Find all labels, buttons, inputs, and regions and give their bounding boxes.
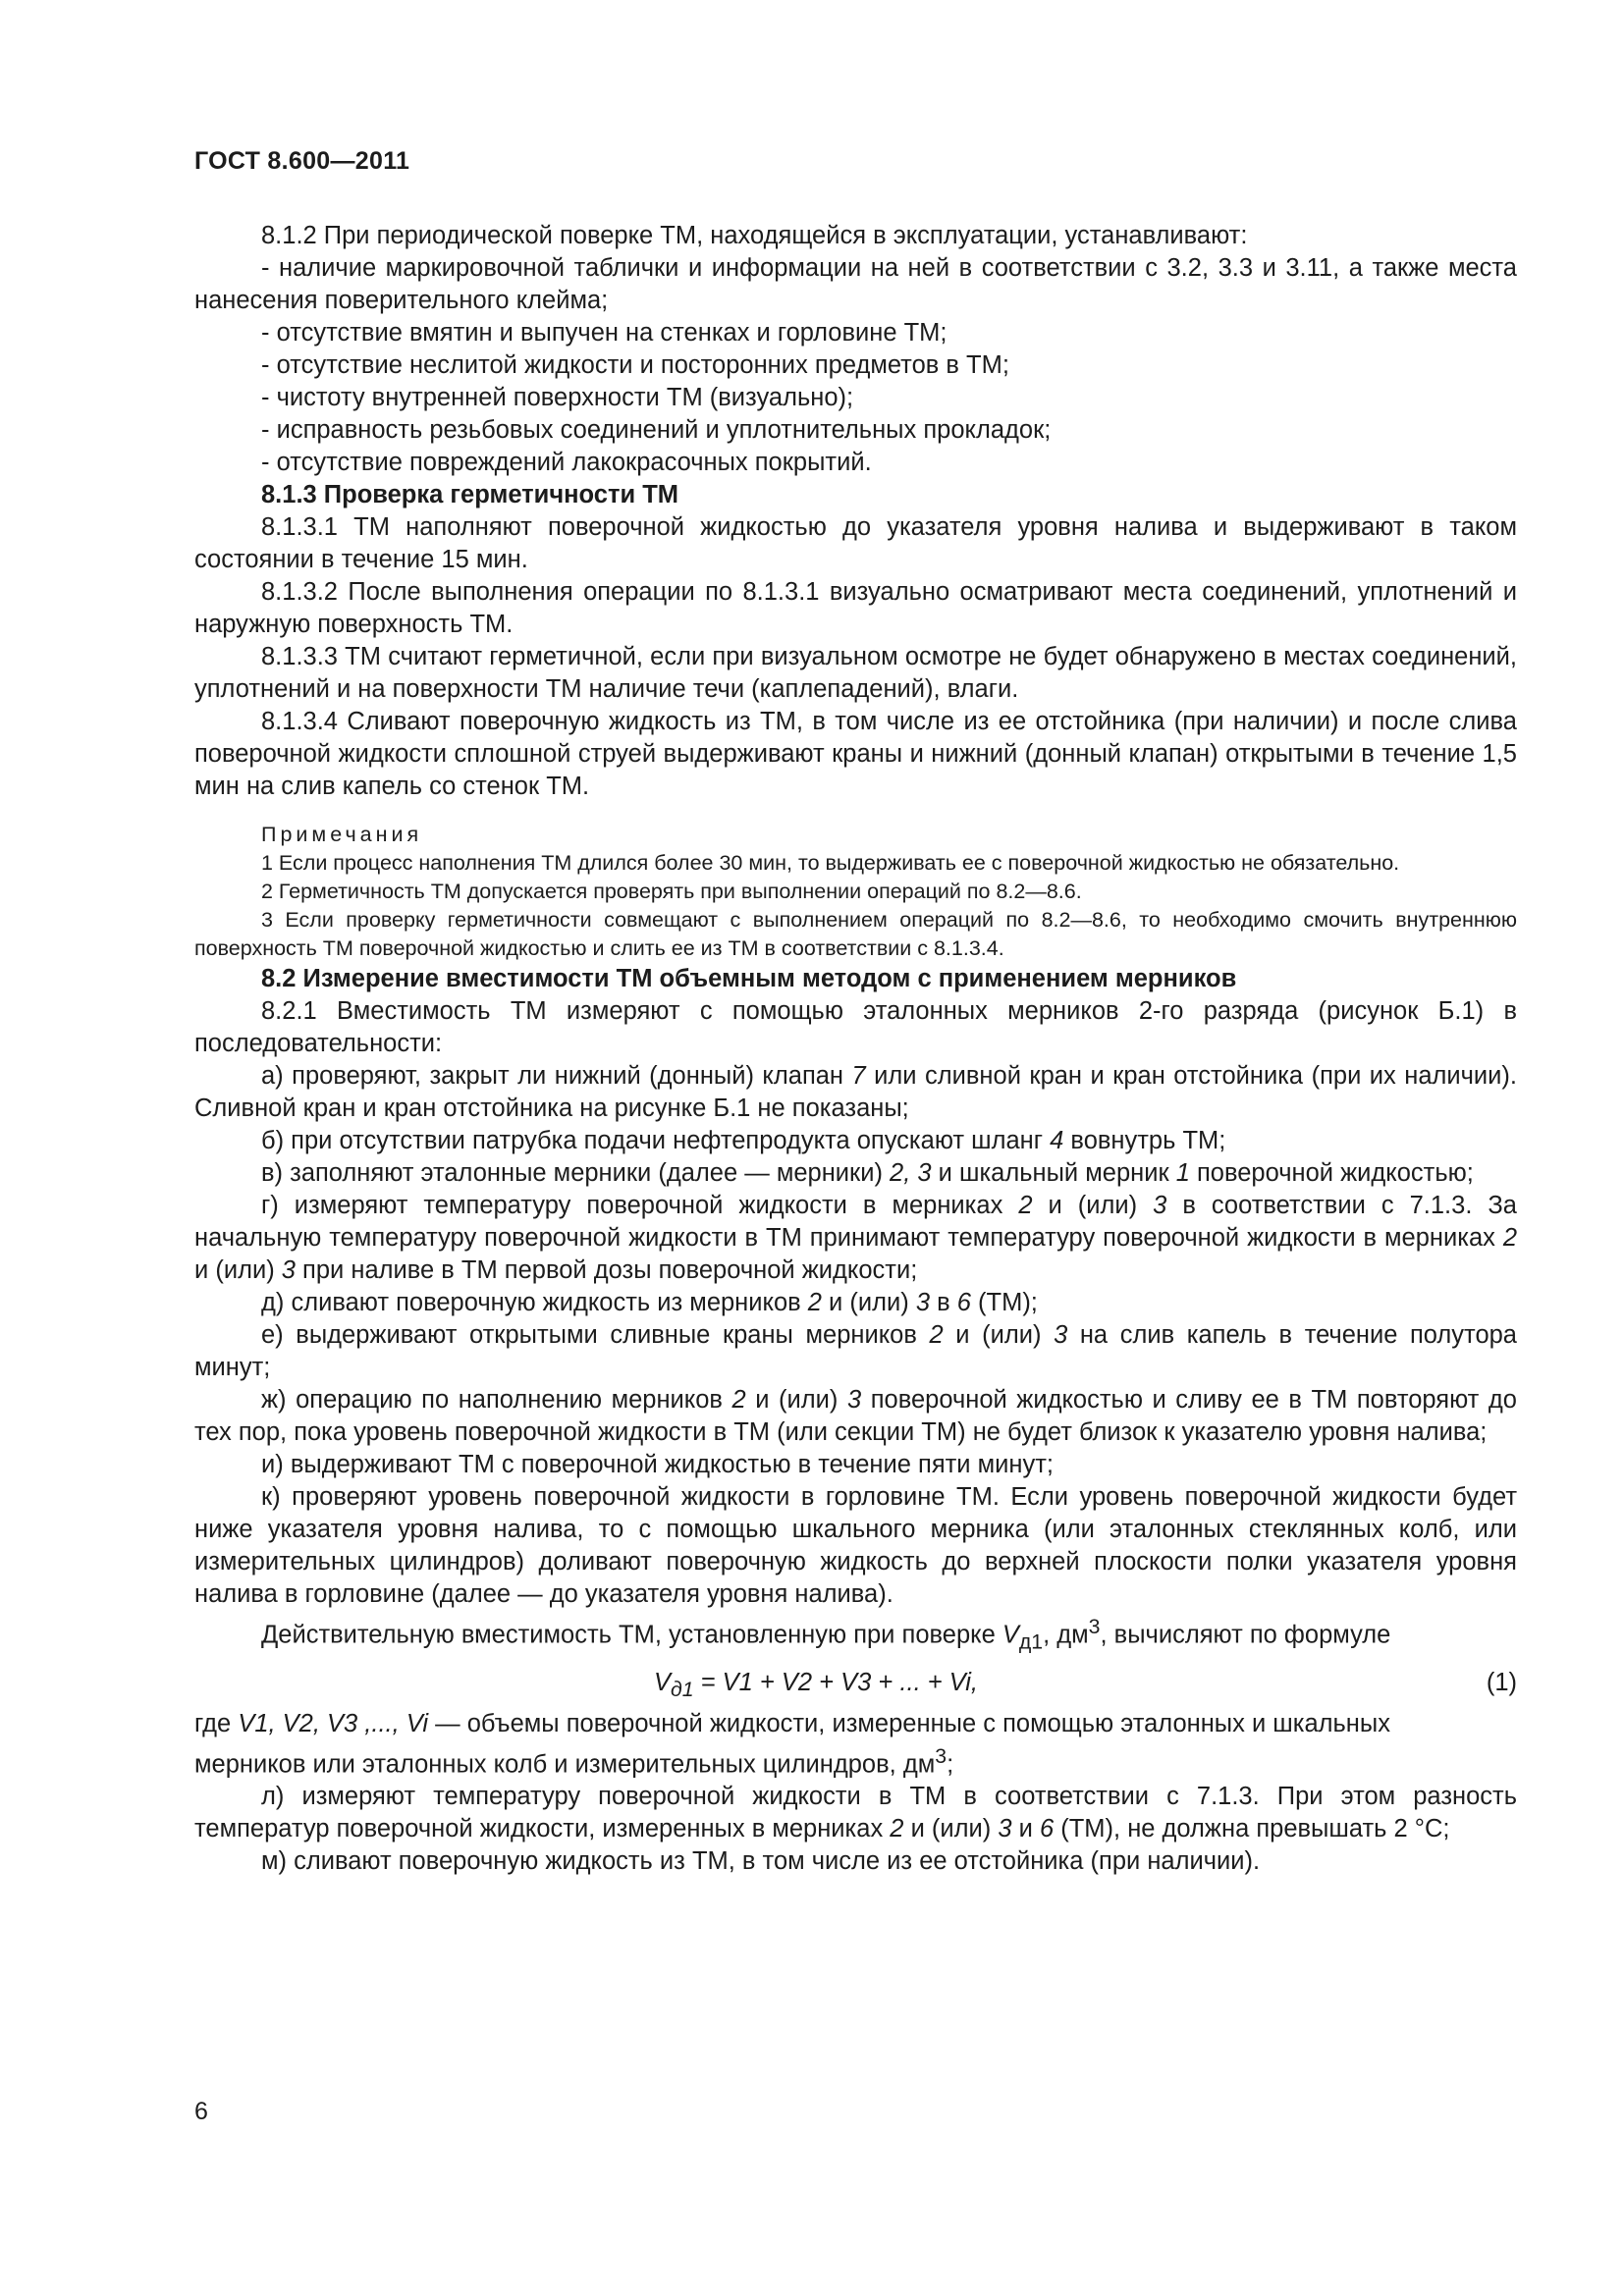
list-item-m: м) сливают поверочную жидкость из ТМ, в том числе из ее отстойника (при наличии). — [261, 1847, 1261, 1876]
list-item: - чистоту внутренней поверхности ТМ (визуально); — [261, 384, 854, 411]
formula-1 — [194, 1663, 1517, 1702]
paragraph-8-1-2: 8.1.2 При периодической поверке ТМ, находящейся в эксплуатации, устанавливают: — [261, 222, 1248, 249]
list-item: - отсутствие вмятин и выпучен на стенках и горловине ТМ; — [261, 319, 947, 347]
paragraph-8-1-3-1: 8.1.3.1 ТМ наполняют поверочной жидкостью до указателя уровня налива и выдерживают в таком состоянии в течение 15 мин. — [194, 513, 1517, 573]
notes-heading: Примечания — [261, 823, 423, 846]
formula-expression: $V_{д1} = V1 + V2 + V3$ + ... + Vi, — [654, 1668, 979, 1701]
page-number: 6 — [194, 2098, 208, 2125]
list-item-d: д) сливают поверочную жидкость из мерников 2 и (или) 3 в 6 (ТМ); — [261, 1289, 1038, 1316]
list-item-zh: ж) операцию по наполнению мерников 2 и (или) 3 поверочной жидкостью и сливу ее в ТМ повторяют до тех пор, пока уровень поверочной жидкости в ТМ (или секции ТМ) не будет близок к указателю уровня налива; — [194, 1386, 1517, 1446]
list-item: - наличие маркировочной таблички и информации на ней в соответствии с 3.2, 3.3 и 3.11, а также места нанесения поверительного клейма; — [194, 254, 1517, 314]
heading-8-2: 8.2 Измерение вместимости ТМ объемным методом с применением мерников — [261, 965, 1237, 992]
list-item-a: а) проверяют, закрыт ли нижний (донный) клапан 7 или сливной кран и кран отстойника (при их наличии). Сливной кран и кран отстойника на рисунке Б.1 не показаны; — [194, 1062, 1517, 1122]
formula-number: (1) — [1486, 1668, 1517, 1696]
formula-where: где V1, V2, V3 ,..., Vi — объемы поверочной жидкости, измеренные с помощью эталонных и шкальных — [194, 1709, 1390, 1737]
heading-8-1-3: 8.1.3 Проверка герметичности ТМ — [261, 481, 679, 508]
calc-paragraph: Действительную вместимость ТМ, установленную при поверке $V_{д1}$, $дм^3$, вычисляют по формуле — [261, 1615, 1391, 1654]
paragraph-8-1-3-2: 8.1.3.2 После выполнения операции по 8.1.3.1 визуально осматривают места соединений, уплотнений и наружную поверхность ТМ. — [194, 578, 1517, 638]
list-item: - отсутствие неслитой жидкости и посторонних предметов в ТМ; — [261, 351, 1009, 379]
paragraph-8-1-3-4: 8.1.3.4 Сливают поверочную жидкость из ТМ, в том числе из ее отстойника (при наличии) и после слива поверочной жидкости сплошной струей выдерживают краны и нижний (донный клапан) открытыми в течение 1,5 мин на слив капель со стенок ТМ. — [194, 708, 1517, 800]
list-item-k: к) проверяют уровень поверочной жидкости в горловине ТМ. Если уровень поверочной жидкости будет ниже указателя уровня налива, то с помощью шкального мерника (или эталонных стеклянных колб, или измерительных цилиндров) доливают поверочную жидкость до верхней плоскости полки указателя уровня налива в горловине (далее — до указателя уровня налива). — [194, 1483, 1517, 1608]
note-item: 1 Если процесс наполнения ТМ длился более 30 мин, то выдерживать ее с поверочной жидкостью не обязательно. — [261, 851, 1400, 875]
formula-where-cont: мерников или эталонных колб и измерительных цилиндров, $дм^3$; — [194, 1743, 954, 1779]
list-item-b: б) при отсутствии патрубка подачи нефтепродукта опускают шланг 4 вовнутрь ТМ; — [261, 1127, 1226, 1154]
list-item-i: и) выдерживают ТМ с поверочной жидкостью в течение пяти минут; — [261, 1451, 1055, 1478]
paragraph-8-1-3-3: 8.1.3.3 ТМ считают герметичной, если при визуальном осмотре не будет обнаружено в местах соединений, уплотнений и на поверхности ТМ наличие течи (каплепадений), влаги. — [194, 643, 1517, 703]
note-item: 2 Герметичность ТМ допускается проверять при выполнении операций по 8.2—8.6. — [261, 880, 1082, 903]
list-item-e: е) выдерживают открытыми сливные краны мерников 2 и (или) 3 на слив капель в течение полутора минут; — [194, 1321, 1517, 1381]
list-item-v: в) заполняют эталонные мерники (далее — мерники) 2, 3 и шкальный мерник 1 поверочной жидкостью; — [261, 1159, 1474, 1187]
paragraph-8-2-1: 8.2.1 Вместимость ТМ измеряют с помощью эталонных мерников 2-го разряда (рисунок Б.1) в последовательности: — [194, 997, 1517, 1057]
list-item-g: г) измеряют температуру поверочной жидкости в мерниках 2 и (или) 3 в соответствии с 7.1.3. За начальную температуру поверочной жидкости в ТМ принимают температуру поверочной жидкости в мерниках 2 и (или) 3 при наливе в ТМ первой дозы поверочной жидкости; — [194, 1192, 1517, 1284]
notes-block — [194, 821, 1517, 963]
document-header: ГОСТ 8.600—2011 — [194, 147, 410, 175]
note-item: 3 Если проверку герметичности совмещают с выполнением операций по 8.2—8.6, то необходимо смочить внутреннюю поверхность ТМ поверочной жидкостью и слить ее из ТМ в соответствии с 8.1.3.4. — [194, 908, 1517, 960]
list-item-l: л) измеряют температуру поверочной жидкости в ТМ в соответствии с 7.1.3. При этом разность температур поверочной жидкости, измеренных в мерниках 2 и (или) 3 и 6 (ТМ), не должна превышать 2 °С; — [194, 1783, 1517, 1843]
list-item: - исправность резьбовых соединений и уплотнительных прокладок; — [261, 416, 1052, 444]
list-item: - отсутствие повреждений лакокрасочных покрытий. — [261, 449, 872, 476]
document-body — [194, 220, 1517, 1878]
